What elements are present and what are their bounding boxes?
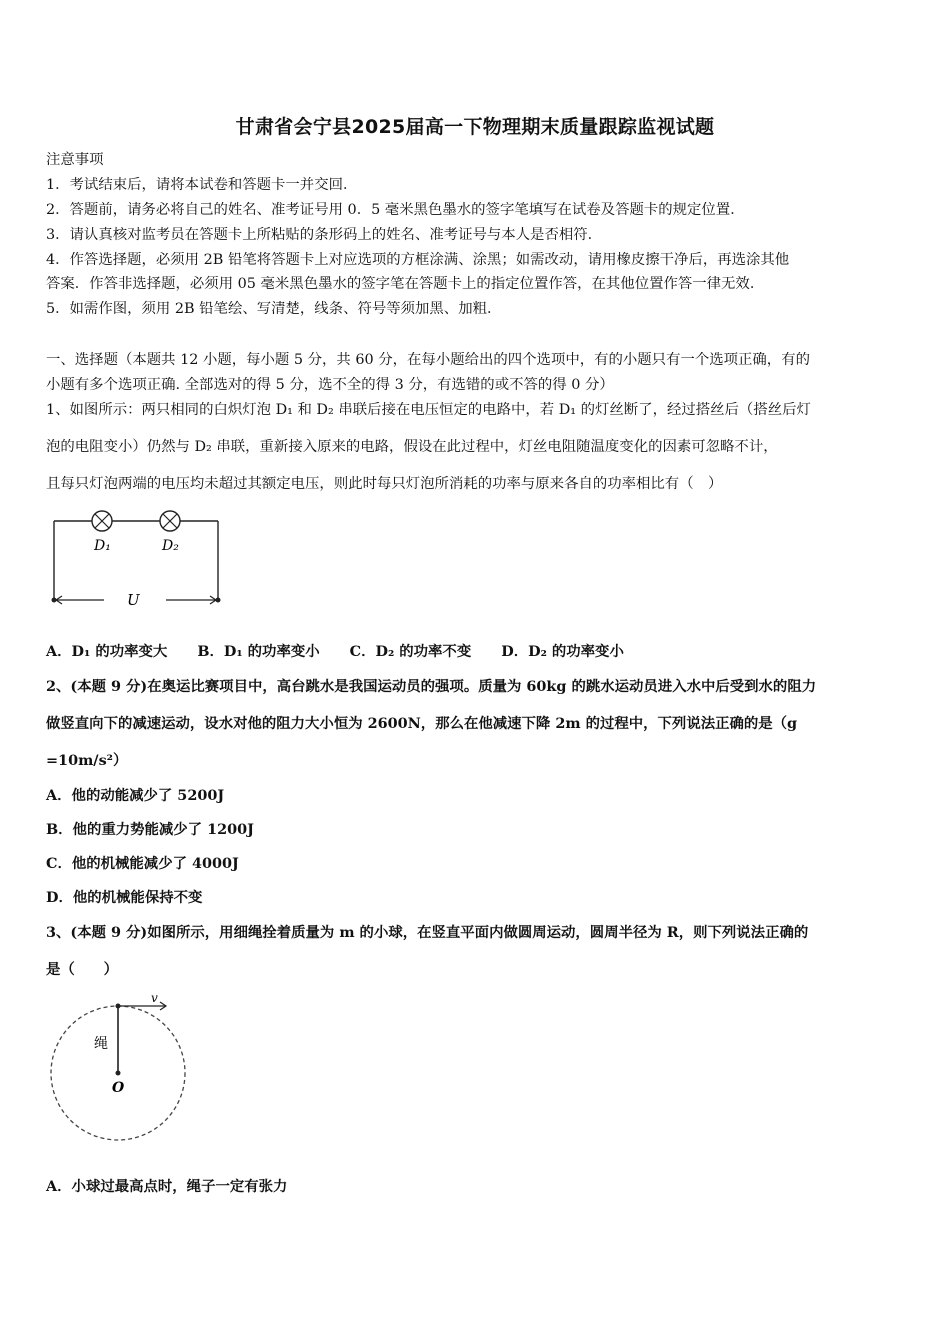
ball-icon — [116, 1004, 121, 1009]
q1-stem-line3: 且每只灯泡两端的电压均未超过其额定电压，则此时每只灯泡所消耗的功率与原来各自的功率相比有（ ） — [46, 476, 723, 492]
q2-option-a: A．他的动能减少了 5200J — [46, 787, 225, 804]
rope-label: 绳 — [94, 1036, 108, 1052]
section-heading-cont: 小题有多个选项正确. 全部选对的得 5 分，选不全的得 3 分，有选错的或不答的得 0 分） — [46, 377, 614, 393]
q1-option-c: C．D₂ 的功率不变 — [349, 643, 472, 660]
circular-motion-diagram — [44, 990, 194, 1145]
notice-item-2: 2．答题前，请务必将自己的姓名、准考证号用 0．5 毫米黑色墨水的签字笔填写在试卷及答题卡的规定位置． — [46, 202, 745, 218]
q1-stem-line1: 1、如图所示：两只相同的白炽灯泡 D₁ 和 D₂ 串联后接在电压恒定的电路中，若 D₁ 的灯丝断了，经过搭丝后（搭丝后灯 — [46, 402, 811, 418]
q1-option-b: B．D₁ 的功率变小 — [197, 643, 320, 660]
q2-option-d: D．他的机械能保持不变 — [46, 889, 203, 906]
voltage-label: U — [127, 591, 140, 609]
q3-stem-line2: 是（ ） — [46, 961, 118, 978]
q1-options — [46, 642, 654, 662]
q2-stem-line1: 2、(本题 9 分)在奥运比赛项目中，高台跳水是我国运动员的强项。质量为 60kg 的跳水运动员进入水中后受到水的阻力 — [46, 678, 817, 695]
q1-option-d: D．D₂ 的功率变小 — [501, 643, 624, 660]
center-label: O — [112, 1080, 125, 1096]
exam-title: 甘肃省会宁县2025届高一下物理期末质量跟踪监视试题 — [235, 116, 715, 138]
q2-option-b: B．他的重力势能减少了 1200J — [46, 821, 254, 838]
section-heading: 一、选择题（本题共 12 小题，每小题 5 分，共 60 分，在每小题给出的四个选项中，有的小题只有一个选项正确，有的 — [46, 352, 810, 368]
q2-option-c: C．他的机械能减少了 4000J — [46, 855, 239, 872]
q1-stem-line2: 泡的电阻变小）仍然与 D₂ 串联，重新接入原来的电路，假设在此过程中，灯丝电阻随温度变化的因素可忽略不计， — [46, 439, 778, 455]
notice-item-4-cont: 答案．作答非选择题，必须用 05 毫米黑色墨水的签字笔在答题卡上的指定位置作答，在其他位置作答一律无效． — [46, 276, 765, 292]
circuit-diagram — [44, 505, 234, 615]
notice-heading: 注意事项 — [46, 152, 104, 168]
q3-stem-line1: 3、(本题 9 分)如图所示，用细绳拴着质量为 m 的小球，在竖直平面内做圆周运动，圆周半径为 R，则下列说法正确的 — [46, 924, 809, 941]
q2-stem-line3: =10m/s²） — [46, 752, 128, 769]
lamp-d1-label: D₁ — [94, 538, 111, 554]
q3-option-a: A．小球过最高点时，绳子一定有张力 — [46, 1178, 288, 1195]
notice-item-3: 3．请认真核对监考员在答题卡上所粘贴的条形码上的姓名、准考证号与本人是否相符． — [46, 227, 603, 243]
notice-item-5: 5．如需作图，须用 2B 铅笔绘、写清楚，线条、符号等须加黑、加粗． — [46, 301, 502, 317]
notice-item-4: 4．作答选择题，必须用 2B 铅笔将答题卡上对应选项的方框涂满、涂黑；如需改动，请用橡皮擦干净后，再选涂其他 — [46, 252, 790, 268]
lamp-d2-label: D₂ — [162, 538, 179, 554]
velocity-label: v — [151, 991, 158, 1005]
notice-item-1: 1．考试结束后，请将本试卷和答题卡一并交回． — [46, 177, 358, 193]
q1-option-a: A．D₁ 的功率变大 — [46, 643, 168, 660]
q2-stem-line2: 做竖直向下的减速运动，设水对他的阻力大小恒为 2600N，那么在他减速下降 2m 的过程中，下列说法正确的是（g — [46, 715, 798, 732]
